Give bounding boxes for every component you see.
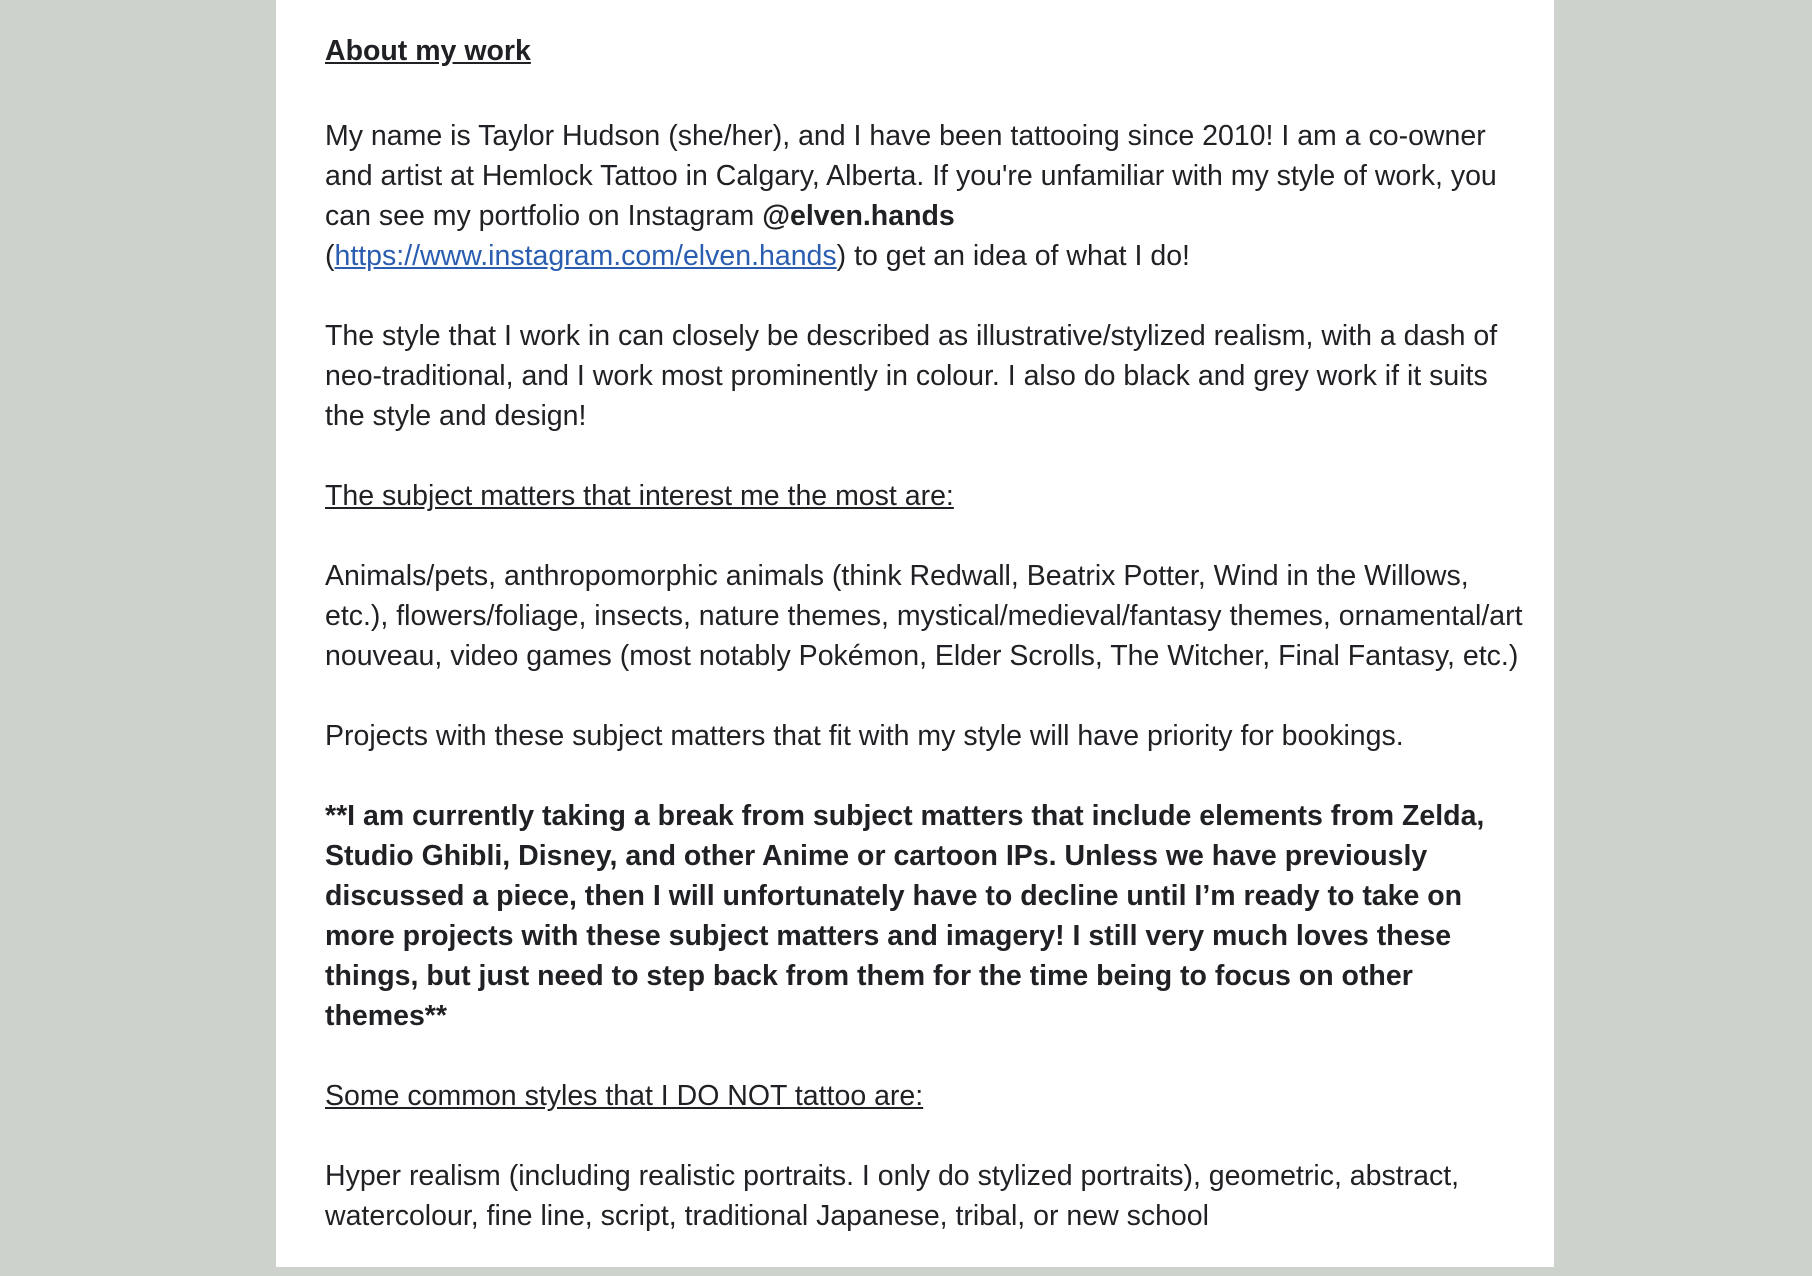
intro-paragraph [325,116,1525,276]
intro-text: My name is Taylor Hudson (she/her), and I have been tattooing since 2010! I am a co-owner and artist at Hemlock Tattoo in Calgary, Alberta. If you're unfamiliar with my style of work, you can see my portfolio on Instagram [325,120,1497,232]
not-tattoo-heading: Some common styles that I DO NOT tattoo are: [325,1080,924,1112]
subjects-heading: The subject matters that interest me the most are: [325,480,954,512]
instagram-link[interactable]: https://www.instagram.com/elven.hands [334,240,837,272]
document-page [276,0,1554,1267]
priority-note: Projects with these subject matters that fit with my style will have priority for bookings. [325,720,1404,752]
intro-text-end: ) to get an idea of what I do! [836,240,1190,272]
subjects-list: Animals/pets, anthropomorphic animals (think Redwall, Beatrix Potter, Wind in the Willows, etc.), flowers/foliage, insects, nature themes, mystical/medieval/fantasy themes, ornamental/art nouveau, video games (most notably Pokémon, Elder Scrolls, The Witcher, Final Fantasy, etc.) [325,560,1523,672]
document-content [325,30,1525,1276]
not-tattoo-list: Hyper realism (including realistic portraits. I only do stylized portraits), geometric, abstract, watercolour, fine line, script, traditional Japanese, tribal, or new school [325,1160,1460,1232]
style-paragraph: The style that I work in can closely be described as illustrative/stylized realism, with a dash of neo-traditional, and I work most prominently in colour. I also do black and grey work if it suits the style and design! [325,320,1498,432]
instagram-handle: @elven.hands [762,200,955,232]
intro-open-paren: ( [325,240,335,272]
page-title: About my work [325,35,531,67]
break-notice: **I am currently taking a break from subject matters that include elements from Zelda, Studio Ghibli, Disney, and other Anime or cartoon IPs. Unless we have previously discussed a piece, then I will unfortunately have to decline until I’m ready to take on more projects with these subject matters and imagery! I still very much loves these things, but just need to step back from them for the time being to focus on other themes** [325,800,1485,1032]
